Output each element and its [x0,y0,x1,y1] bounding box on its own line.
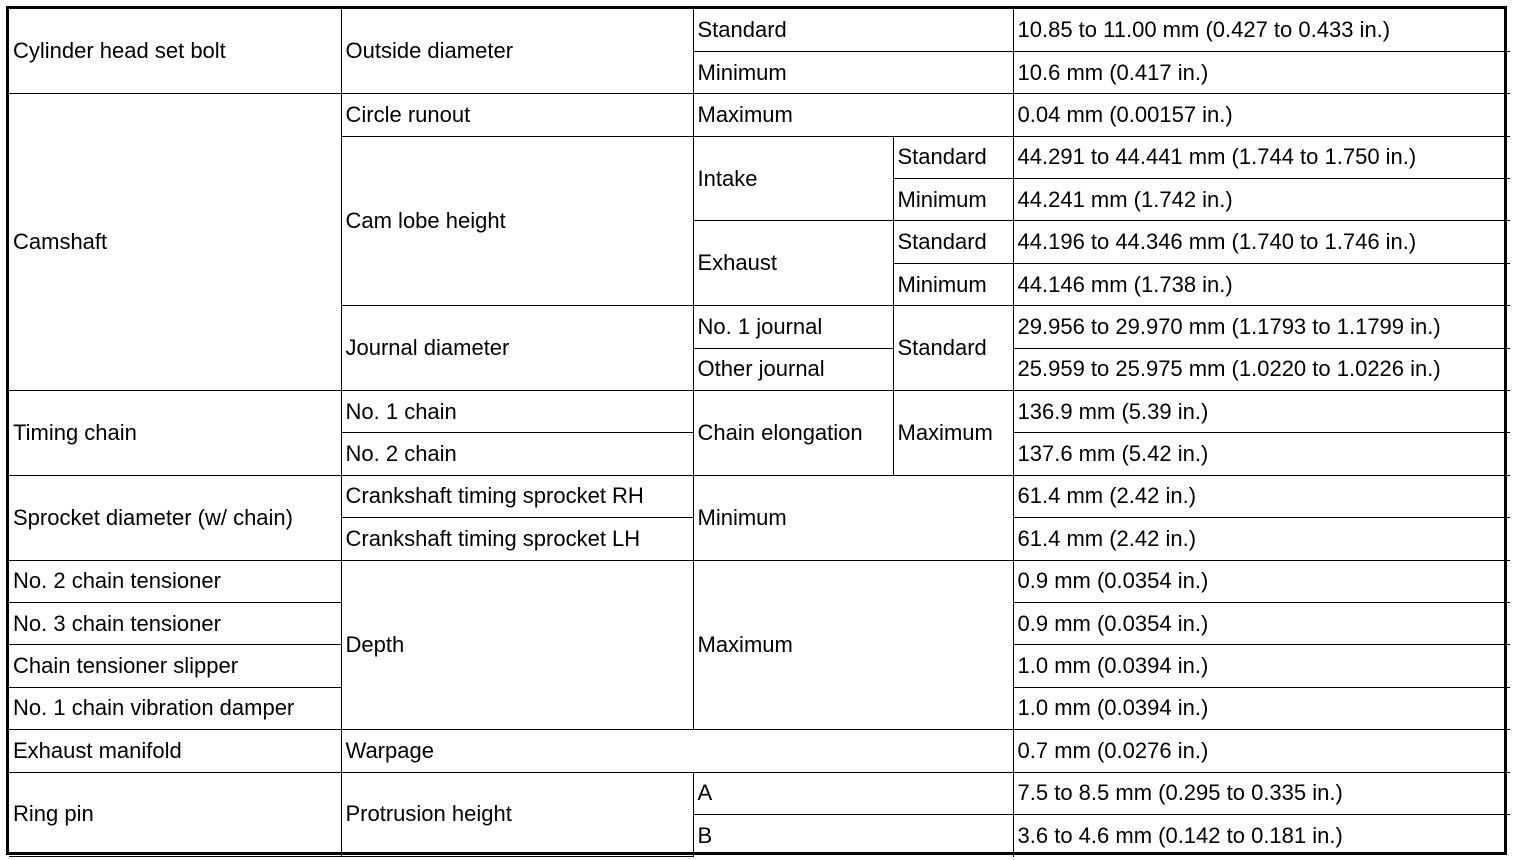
item-cell: Cylinder head set bolt [9,9,341,94]
param-cell: Cam lobe height [341,136,693,306]
param-cell: Protrusion height [341,772,693,857]
subitem-cell: Other journal [693,348,893,390]
condition-cell: A [693,772,1013,814]
value-cell: 44.241 mm (1.742 in.) [1013,179,1510,221]
value-cell: 10.85 to 11.00 mm (0.427 to 0.433 in.) [1013,9,1510,51]
param-cell: Circle runout [341,94,693,136]
condition-cell: Minimum [693,51,1013,93]
condition-cell: Maximum [893,391,1013,476]
table-row [9,391,1510,433]
condition-cell: Standard [893,221,1013,263]
condition-cell: Maximum [693,560,1013,730]
value-cell: 1.0 mm (0.0394 in.) [1013,645,1510,687]
table-row [9,475,1510,517]
item-cell: No. 1 chain vibration damper [9,687,341,729]
value-cell: 0.04 mm (0.00157 in.) [1013,94,1510,136]
value-cell: 61.4 mm (2.42 in.) [1013,518,1510,560]
table-row [9,772,1510,814]
value-cell: 29.956 to 29.970 mm (1.1793 to 1.1799 in.) [1013,306,1510,348]
table-row [9,560,1510,602]
condition-cell: Maximum [693,94,1013,136]
value-cell: 44.196 to 44.346 mm (1.740 to 1.746 in.) [1013,221,1510,263]
subitem-cell: Exhaust [693,221,893,306]
item-cell: Camshaft [9,94,341,391]
condition-cell: Minimum [893,179,1013,221]
item-cell: Timing chain [9,391,341,476]
value-cell: 136.9 mm (5.39 in.) [1013,391,1510,433]
item-cell: Ring pin [9,772,341,857]
condition-cell: Standard [693,9,1013,51]
subitem-cell: No. 1 journal [693,306,893,348]
value-cell: 137.6 mm (5.42 in.) [1013,433,1510,475]
table-row [9,9,1510,51]
value-cell: 44.291 to 44.441 mm (1.744 to 1.750 in.) [1013,136,1510,178]
param-cell: Journal diameter [341,306,693,391]
value-cell: 0.9 mm (0.0354 in.) [1013,560,1510,602]
param-cell: Crankshaft timing sprocket RH [341,475,693,517]
condition-cell: Standard [893,306,1013,391]
table-row [9,94,1510,136]
value-cell: 25.959 to 25.975 mm (1.0220 to 1.0226 in.) [1013,348,1510,390]
value-cell: 61.4 mm (2.42 in.) [1013,475,1510,517]
item-cell: No. 3 chain tensioner [9,602,341,644]
param-cell: No. 1 chain [341,391,693,433]
value-cell: 1.0 mm (0.0394 in.) [1013,687,1510,729]
value-cell: 7.5 to 8.5 mm (0.295 to 0.335 in.) [1013,772,1510,814]
param-cell: No. 2 chain [341,433,693,475]
param-cell: Depth [341,560,693,730]
param-cell: Warpage [341,730,1013,772]
item-cell: No. 2 chain tensioner [9,560,341,602]
item-cell: Chain tensioner slipper [9,645,341,687]
spec-table [9,9,1510,857]
param-cell: Crankshaft timing sprocket LH [341,518,693,560]
value-cell: 10.6 mm (0.417 in.) [1013,51,1510,93]
item-cell: Exhaust manifold [9,730,341,772]
value-cell: 44.146 mm (1.738 in.) [1013,263,1510,305]
condition-cell: Minimum [893,263,1013,305]
subitem-cell: Intake [693,136,893,221]
value-cell: 0.7 mm (0.0276 in.) [1013,730,1510,772]
item-cell: Sprocket diameter (w/ chain) [9,475,341,560]
spec-table-container [6,6,1507,855]
condition-cell: Minimum [693,475,1013,560]
subitem-cell: Chain elongation [693,391,893,476]
condition-cell: B [693,814,1013,856]
param-cell: Outside diameter [341,9,693,94]
value-cell: 3.6 to 4.6 mm (0.142 to 0.181 in.) [1013,814,1510,856]
table-row [9,730,1510,772]
condition-cell: Standard [893,136,1013,178]
value-cell: 0.9 mm (0.0354 in.) [1013,602,1510,644]
